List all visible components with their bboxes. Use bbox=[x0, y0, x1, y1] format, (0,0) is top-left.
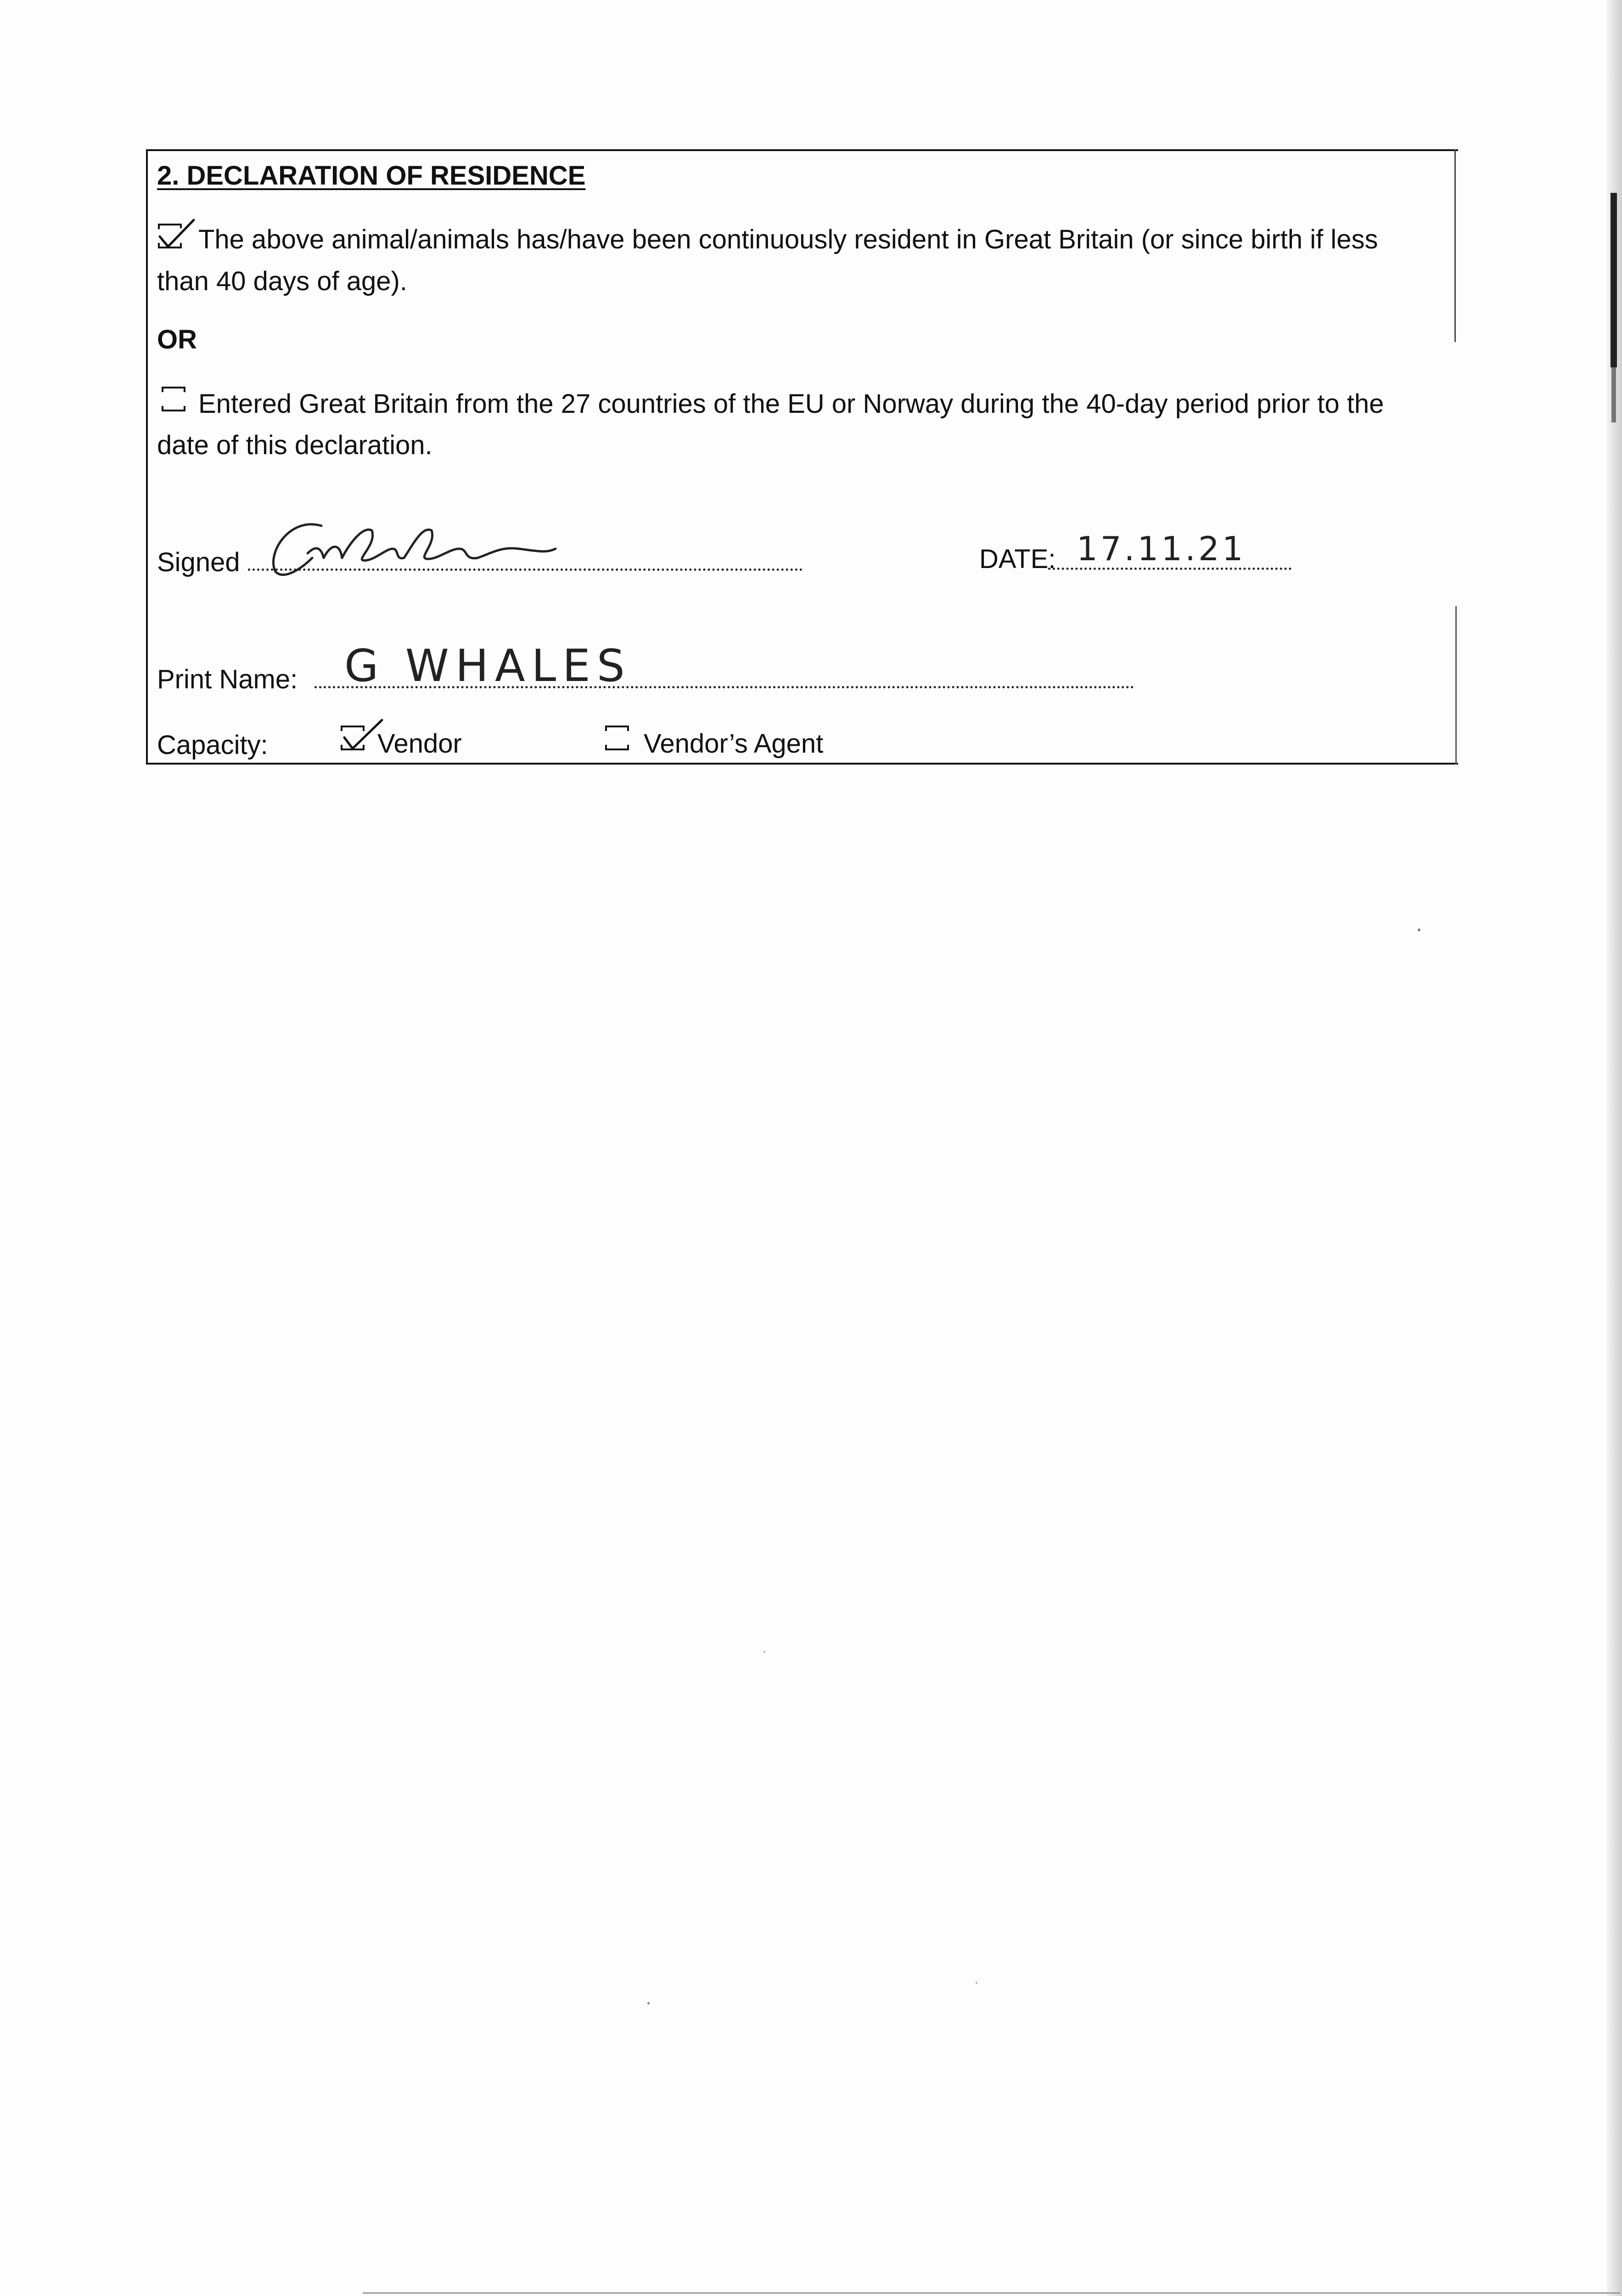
vendors-agent-checkbox[interactable] bbox=[605, 726, 629, 749]
section-heading: 2. DECLARATION OF RESIDENCE bbox=[157, 161, 586, 191]
box-right-edge bbox=[1454, 149, 1456, 342]
svg-text:17.11.21: 17.11.21 bbox=[1077, 529, 1246, 568]
svg-text:G WHALES: G WHALES bbox=[344, 640, 631, 692]
empty-checkbox-icon bbox=[605, 726, 629, 749]
entered-gb-checkbox[interactable] bbox=[162, 387, 185, 411]
resident-option-text-cont: than 40 days of age). bbox=[157, 266, 407, 296]
handwritten-date bbox=[1077, 529, 1246, 569]
vendors-agent-option-label: Vendor’s Agent bbox=[644, 729, 824, 759]
vendor-checkbox[interactable] bbox=[341, 726, 365, 749]
entered-gb-option-text-cont: date of this declaration. bbox=[157, 430, 432, 460]
vendor-option-label: Vendor bbox=[377, 729, 462, 759]
scan-speck bbox=[976, 1982, 977, 1984]
box-right-edge bbox=[1455, 606, 1457, 765]
signed-label: Signed bbox=[157, 547, 240, 577]
scan-speck bbox=[763, 1651, 765, 1653]
scan-edge-mark bbox=[1611, 367, 1616, 422]
or-label: OR bbox=[157, 325, 197, 355]
scan-edge-mark bbox=[1611, 193, 1617, 367]
print-name-label: Print Name: bbox=[157, 664, 298, 694]
entered-gb-option-text: Entered Great Britain from the 27 countries of the EU or Norway during the 40-day period prior to the bbox=[198, 389, 1384, 419]
handwritten-signature bbox=[262, 517, 565, 581]
date-label: DATE: bbox=[979, 544, 1056, 574]
scan-speck bbox=[1418, 929, 1420, 931]
scan-bottom-line bbox=[363, 2292, 1621, 2294]
scan-speck bbox=[647, 2002, 650, 2004]
checked-checkbox-icon bbox=[158, 224, 182, 248]
resident-checkbox[interactable] bbox=[158, 224, 182, 248]
empty-checkbox-icon bbox=[162, 387, 185, 411]
resident-option-text: The above animal/animals has/have been continuously resident in Great Britain (or since birth if less bbox=[198, 225, 1378, 254]
capacity-label: Capacity: bbox=[157, 730, 268, 760]
checked-checkbox-icon bbox=[341, 726, 365, 749]
handwritten-print-name bbox=[344, 641, 629, 691]
